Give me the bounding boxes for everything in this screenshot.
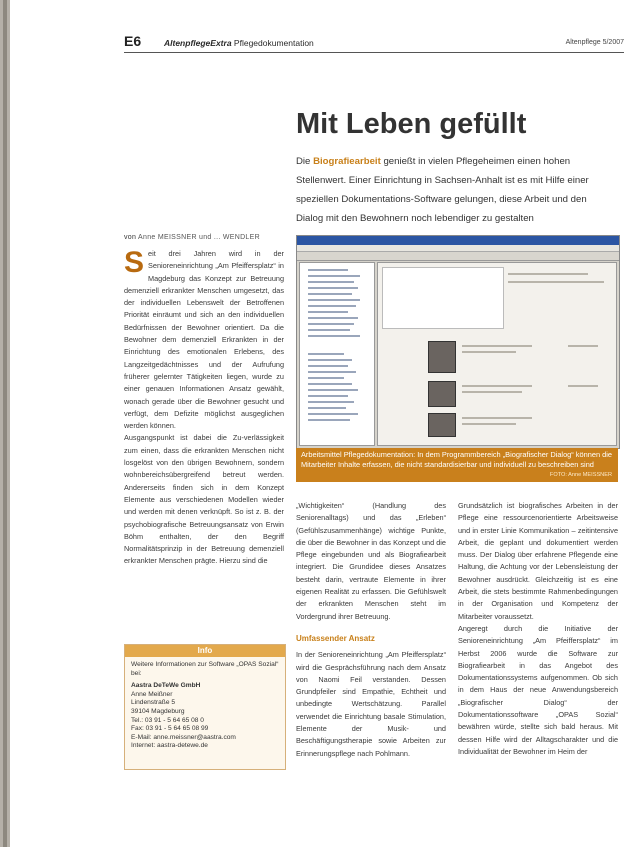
software-screenshot <box>296 235 620 449</box>
figure-caption <box>296 448 618 482</box>
lead-post: genießt in vielen Pflegeheimen einen hohen Stellenwert. Einer Einrichtung in Sachsen-Anhalt ist es mit Hilfe einer speziellen Dokumentations-Software gelungen, diese Arbeit und den Dialog mit den Bewohnern noch lebendiger zu gestalten <box>296 156 589 224</box>
info-city: 39104 Magdeburg <box>131 707 185 715</box>
lead-pre: Die <box>296 156 314 167</box>
drop-cap: S <box>124 246 145 279</box>
section-name: Pflegedokumentation <box>233 38 314 48</box>
screenshot-toolbar <box>297 252 619 261</box>
paragraph: Ausgangspunkt ist dabei die Zu-verlässigkeit zum einen, dass die erkrankten Menschen nicht losgelöst von den übrigen Bewohnern, sondern wohnbereichsübergreifend betreut werden. Andererseits finden sich in dem Konzept Elemente aus verschiedenen Modellen wieder und werden mit denen verknüpft. So ist z. B. der psychobiografische Betreuungsansatz von Erwin Böhm enthalten, der den Begriff Normalitätsprinzip in der Betreuung demenziell erkrankter Menschen prägte. Hierzu sind die <box>124 433 284 566</box>
page-edge-tab <box>0 0 10 847</box>
byline <box>124 234 294 241</box>
screenshot-main-panel <box>377 262 617 446</box>
magazine-name: AltenpflegeExtra <box>164 38 232 48</box>
resident-photo <box>428 341 456 373</box>
info-box-body <box>125 657 285 755</box>
section-title <box>164 38 314 48</box>
body-column-3 <box>458 500 618 758</box>
screenshot-tree-panel <box>299 262 375 446</box>
article-headline: Mit Leben gefüllt <box>296 108 527 140</box>
info-company: Aastra DeTeWe GmbH <box>131 682 201 690</box>
paragraph-text: eit drei Jahren wird in der Senioreneinrichtung „Am Pfeiffersplatz“ in Magdeburg das Konzept zur Betreuung demenziell erkrankter Menschen umgesetzt, das der individuellen Lebenswelt der Betroffenen Priorität einräumt und sich an den individuellen Bedürfnissen der Bewohner orientiert. Da die Bewohner dem demenziell Erkrankten in der Einrichtung des emotionalen Erlebens, des Langzeitgedächtnisses und der Aufrufung früherer gelernter Tätigkeiten liegen, wurde zu einer genauen Informationen Ansatz gewählt, wonach gerade über die Bewohner gesucht und verfügt, dem Defizite möglichst ausgeglichen werden können. <box>124 249 284 431</box>
info-street: Lindenstraße 5 <box>131 699 175 707</box>
issue-label: Altenpflege 5/2007 <box>565 39 624 46</box>
byline-prefix: von <box>124 234 137 241</box>
screenshot-menubar <box>297 245 619 252</box>
resident-photo <box>428 413 456 437</box>
lead-highlight: Biografiearbeit <box>313 156 381 167</box>
info-tel: Tel.: 03 91 - 5 64 65 08 0 <box>131 716 204 724</box>
caption-text: Arbeitsmittel Pflegedokumentation: In dem Programmbereich „Biografischer Dialog“ können die Mitarbeiter Inhalte erfassen, die nicht standardisierbar und individuell zu beschreiben sind <box>301 450 612 469</box>
info-web[interactable]: Internet: aastra-detewe.de <box>131 742 208 750</box>
article-lead <box>296 152 614 228</box>
paragraph: „Wichtigkeiten“ (Handlung des Seniorenalltags) und das „Erleben“ (Gefühlszusammenhänge) wichtige Punkte, die über die Bewohner in das Konzept und die Pflege eingebunden und als Biografiearbeit integriert. Die Grundidee dieses Ansatzes besteht darin, vertraute Elemente in ihrer eigenen Realität zu erfassen. Die Gefühlswelt der erkrankten Menschen steht im Vordergrund ihrer Betreuung. <box>296 501 446 621</box>
info-intro: Weitere Informationen zur Software „OPAS Sozial“ bei: <box>131 661 279 677</box>
running-header <box>124 33 624 50</box>
info-fax: Fax: 03 91 - 5 64 65 08 99 <box>131 725 209 733</box>
resident-photo <box>428 381 456 407</box>
info-contact: Anne Meißner <box>131 690 173 698</box>
body-column-2 <box>296 500 446 760</box>
header-rule <box>124 52 624 53</box>
paragraph: Grundsätzlich ist biografisches Arbeiten in der Pflege eine ressourcenorientierte Arbeitsweise und in erster Linie Kommunikation – zeitintensive Arbeit, die geplant und dokumentiert werden muss. Der Dialog über erfahrene Pflegende eine Haltung, die Achtung vor der Lebensleistung der Bewohner ausdrückt. Gleichzeitig ist es eine Arbeit, die stets bestimmte Rahmenbedingungen in der Organisation und Kompetenz der Mitarbeiter voraussetzt. <box>458 501 618 621</box>
paragraph: Angeregt durch die Initiative der Senioreneinrichtung „Am Pfeiffersplatz“ im Herbst 2006 wurde die Software zur Biografiearbeit in das Angebot des Dokumentationssystems aufgenommen. Ob sich in dem Haus der neue Anwendungsbereich „Biografischer Dialog“ der Dokumentationssoftware „OPAS Sozial“ bewähren würde, stellte sich bald heraus. Mit dessen Hilfe wird der Alltagscharakter und die Individualität der Bewohner im Heim der <box>458 623 618 756</box>
info-box-title: Info <box>125 645 285 657</box>
info-box <box>124 644 286 770</box>
photo-credit: FOTO: Anne MEISSNER <box>549 472 612 478</box>
info-email[interactable]: E-Mail: anne.meissner@aastra.com <box>131 733 236 741</box>
byline-authors: Anne MEISSNER und ... WENDLER <box>138 234 260 241</box>
page-number: E6 <box>124 33 142 49</box>
screenshot-titlebar <box>297 236 619 245</box>
paragraph <box>124 248 284 432</box>
screenshot-form <box>382 267 504 329</box>
paragraph: In der Senioreneinrichtung „Am Pfeiffersplatz“ wird die Gesprächsführung nach dem Ansatz von Naomi Feil verstanden. Dessen Grundpfeiler sind Empathie, Echtheit und unbedingte Wertschätzung. Parallel verwendet die Einrichtung basale Stimulation, Elemente der Musik- und Beschäftigungstherapie sowie Arbeiten zur Erinnerungspflege nach Pohlmann. <box>296 650 446 758</box>
subheading: Umfassender Ansatz <box>296 633 375 643</box>
body-column-1 <box>124 248 284 568</box>
